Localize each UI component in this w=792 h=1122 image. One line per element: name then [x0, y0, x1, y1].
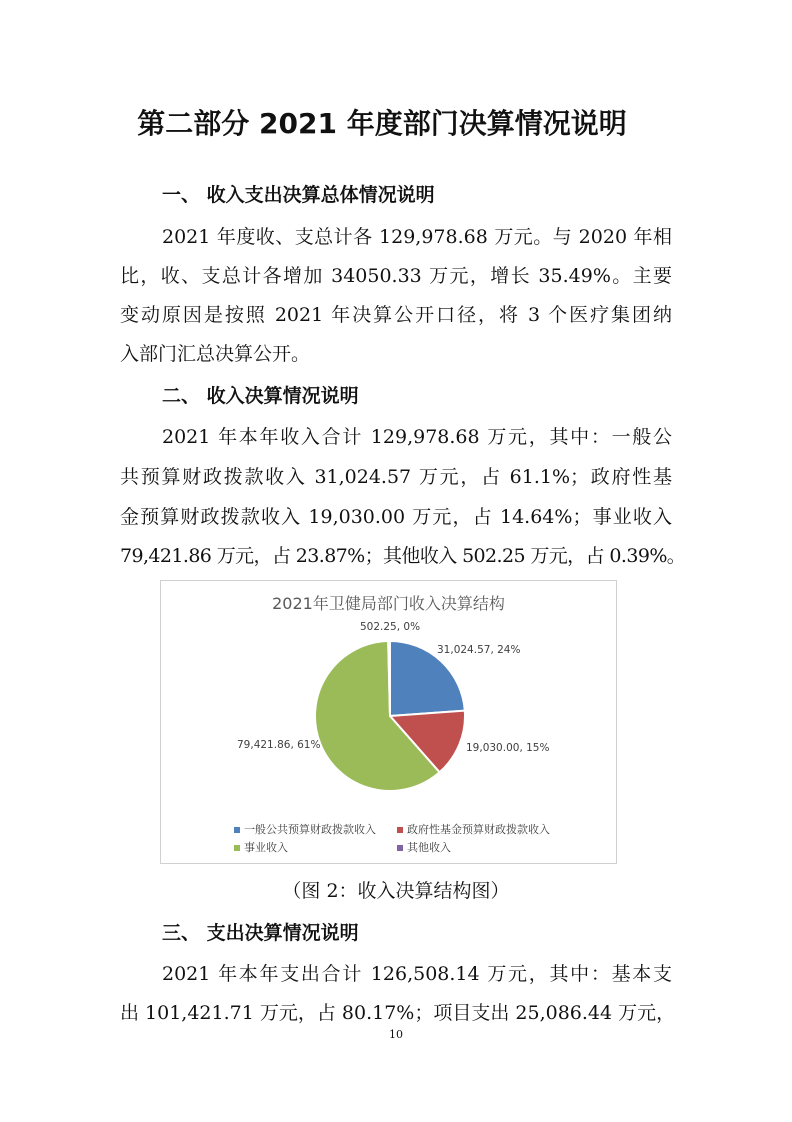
paragraph-line: 入部门汇总决算公开。: [120, 343, 311, 365]
legend-swatch: [234, 845, 240, 851]
paragraph-line: 变动原因是按照 2021 年决算公开口径，将 3 个医疗集团纳: [120, 304, 672, 326]
page-title: 第二部分 2021 年度部门决算情况说明: [137, 107, 627, 140]
paragraph-line: 2021 年本年支出合计 126,508.14 万元，其中：基本支: [162, 963, 672, 985]
paragraph-line: 79,421.86 万元，占 23.87%；其他收入 502.25 万元，占 0.39%。: [120, 545, 686, 567]
data-label-other: 502.25, 0%: [360, 621, 421, 633]
pie-chart: [160, 580, 617, 864]
data-label-general-budget: 31,024.57, 24%: [437, 644, 521, 656]
legend-swatch: [397, 827, 403, 833]
data-label-gov-fund: 19,030.00, 15%: [466, 742, 550, 754]
legend-swatch: [234, 827, 240, 833]
paragraph-line: 共预算财政拨款收入 31,024.57 万元，占 61.1%；政府性基: [120, 466, 672, 488]
paragraph-line: 2021 年本年收入合计 129,978.68 万元，其中：一般公: [162, 426, 672, 448]
page-number: 10: [389, 1028, 403, 1041]
chart-title: 2021年卫健局部门收入决算结构: [272, 594, 505, 613]
legend-item: [234, 821, 376, 837]
figure-caption: （图 2：收入决算结构图）: [282, 880, 510, 902]
legend-label: 其他收入: [407, 841, 451, 854]
legend-item: [397, 821, 550, 837]
section-heading-3: 三、 支出决算情况说明: [162, 922, 359, 944]
legend-swatch: [397, 845, 403, 851]
legend-item: [397, 839, 451, 855]
paragraph-line: 比，收、支总计各增加 34050.33 万元，增长 35.49%。主要: [120, 265, 672, 287]
legend-item: [234, 839, 288, 855]
paragraph-line: 2021 年度收、支总计各 129,978.68 万元。与 2020 年相: [162, 226, 672, 248]
legend-label: 一般公共预算财政拨款收入: [244, 823, 376, 836]
legend-label: 政府性基金预算财政拨款收入: [407, 823, 550, 836]
paragraph-line: 金预算财政拨款收入 19,030.00 万元，占 14.64%；事业收入: [120, 506, 672, 528]
section-heading-2: 二、 收入决算情况说明: [162, 385, 359, 407]
section-heading-1: 一、 收入支出决算总体情况说明: [162, 184, 435, 206]
data-label-business: 79,421.86, 61%: [237, 739, 321, 751]
paragraph-line: 出 101,421.71 万元，占 80.17%；项目支出 25,086.44 万元，: [120, 1002, 676, 1024]
legend-label: 事业收入: [244, 841, 288, 854]
